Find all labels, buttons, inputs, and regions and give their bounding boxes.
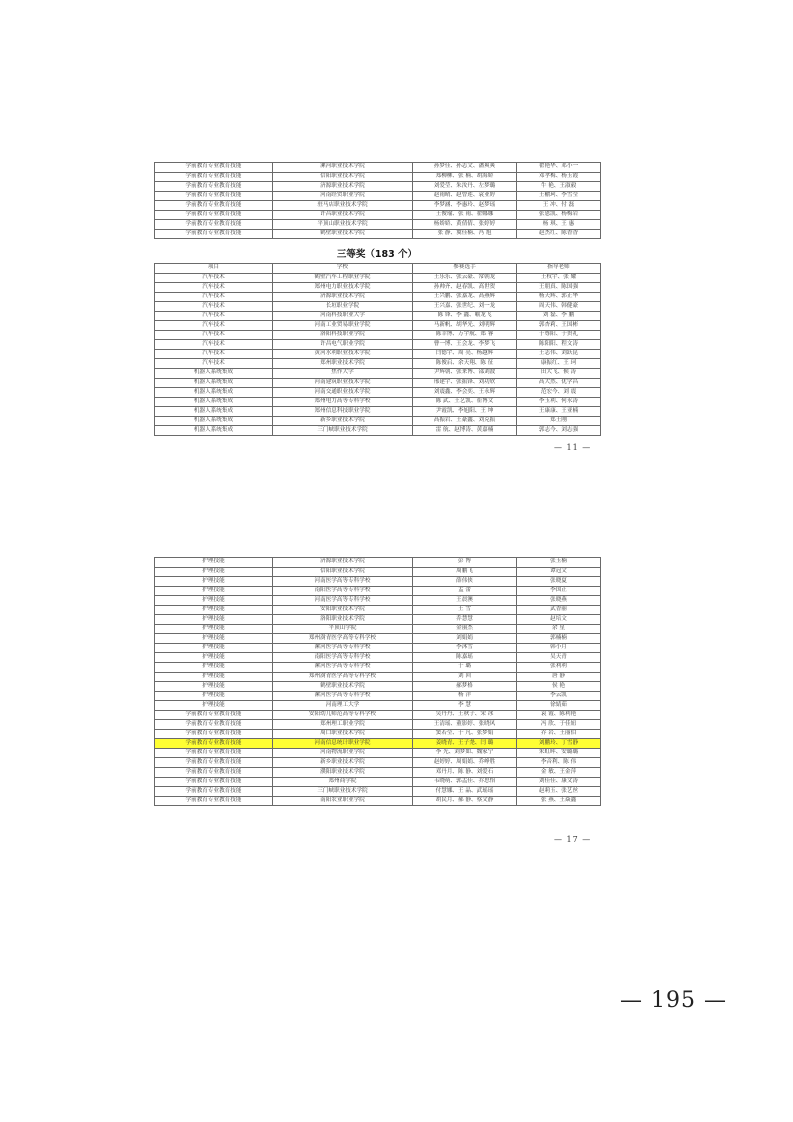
cell-instructors: 陈阳阳、程文涛 xyxy=(517,340,601,350)
cell-instructors: 杨天辉、郭正华 xyxy=(517,292,601,302)
cell-instructors: 吴天青 xyxy=(517,653,601,663)
cell-contestants: 雷 航、赵博涛、黄嘉楠 xyxy=(413,426,517,436)
cell-project: 学前教育专业教育技能 xyxy=(155,796,273,806)
cell-contestants: 邢建宇、张振锋、刘功欣 xyxy=(413,378,517,388)
cell-project: 机器人系统集成 xyxy=(155,416,273,426)
cell-instructors: 杨 琪、王 惠 xyxy=(517,220,601,230)
table-row xyxy=(155,643,601,653)
cell-contestants: 孙梦佳、孙志文、潘爽爽 xyxy=(413,163,517,173)
cell-project: 机器人系统集成 xyxy=(155,388,273,398)
cell-instructors: 李云凯 xyxy=(517,691,601,701)
cell-contestants: 刘 回 xyxy=(413,672,517,682)
cell-instructors: 周天伟、韩健豪 xyxy=(517,302,601,312)
cell-instructors: 朱虹晖、安璐璐 xyxy=(517,748,601,758)
cell-contestants: 金丽杰 xyxy=(413,624,517,634)
cell-school: 焦作大学 xyxy=(273,369,413,379)
cell-project: 汽车技术 xyxy=(155,292,273,302)
table-row xyxy=(155,321,601,331)
cell-instructors: 田大飞、候 涛 xyxy=(517,369,601,379)
cell-school: 河南医学高等专科学校 xyxy=(273,577,413,587)
cell-contestants: 赵婷婷、周娟娟、乔峥胜 xyxy=(413,758,517,768)
cell-project: 学前教育专业教育技能 xyxy=(155,163,273,173)
table-row xyxy=(155,682,601,692)
cell-contestants: 王晨澳 xyxy=(413,596,517,606)
cell-school: 鹤壁职业技术学院 xyxy=(273,229,413,239)
cell-instructors: 王康康、王亚楠 xyxy=(517,407,601,417)
cell-school: 河南信息统计职业学院 xyxy=(273,739,413,749)
cell-school: 河南交通职业技术学院 xyxy=(273,388,413,398)
cell-contestants: 彭 博 xyxy=(413,558,517,568)
table-row xyxy=(155,758,601,768)
cell-instructors: 刘 磊、李 鹏 xyxy=(517,311,601,321)
cell-school: 濮阳职业技术学院 xyxy=(273,768,413,778)
cell-instructors: 郭楠楠 xyxy=(517,634,601,644)
cell-project: 汽车技术 xyxy=(155,273,273,283)
cell-project: 机器人系统集成 xyxy=(155,426,273,436)
cell-project: 机器人系统集成 xyxy=(155,397,273,407)
cell-project: 学前教育专业教育技能 xyxy=(155,191,273,201)
cell-school: 郑州澍青医学高等专科学校 xyxy=(273,634,413,644)
cell-contestants: 薛伟侠 xyxy=(413,577,517,587)
cell-project: 护理技能 xyxy=(155,634,273,644)
table-row xyxy=(155,586,601,596)
cell-project: 护理技能 xyxy=(155,643,273,653)
cell-contestants: 乔慧慧 xyxy=(413,615,517,625)
header-school: 学校 xyxy=(273,264,413,274)
cell-contestants: 韦晓萌、郭孟佳、乔思怡 xyxy=(413,777,517,787)
cell-school: 南阳医学高等专科学校 xyxy=(273,653,413,663)
table-row xyxy=(155,388,601,398)
cell-project: 学前教育专业教育技能 xyxy=(155,787,273,797)
cell-instructors: 徐婧茹 xyxy=(517,701,601,711)
cell-school: 周口职业技术学院 xyxy=(273,729,413,739)
cell-project: 机器人系统集成 xyxy=(155,407,273,417)
cell-contestants: 李梦涵、李惠玲、赵梦瑶 xyxy=(413,201,517,211)
cell-project: 学前教育专业教育技能 xyxy=(155,172,273,182)
cell-school: 河南经贸职业学院 xyxy=(273,191,413,201)
cell-school: 郑州电力职业技术学院 xyxy=(273,283,413,293)
cell-instructors: 于尊阳、于贵礼 xyxy=(517,330,601,340)
cell-project: 护理技能 xyxy=(155,701,273,711)
cell-contestants: 李 慧 xyxy=(413,701,517,711)
table-row xyxy=(155,229,601,239)
cell-school: 郑州商学院 xyxy=(273,777,413,787)
table-bottom-body xyxy=(155,558,601,806)
third-prize-title: 三等奖（183 个） xyxy=(336,249,418,260)
cell-instructors: 李国正 xyxy=(517,586,601,596)
table-row xyxy=(155,220,601,230)
cell-instructors: 张利利 xyxy=(517,663,601,673)
cell-instructors: 刘鹏玲、丁雪静 xyxy=(517,739,601,749)
cell-school: 南阳农业职业学院 xyxy=(273,796,413,806)
table-row xyxy=(155,596,601,606)
cell-project: 学前教育专业教育技能 xyxy=(155,720,273,730)
cell-project: 护理技能 xyxy=(155,653,273,663)
table-row xyxy=(155,349,601,359)
table-top-body xyxy=(155,163,601,239)
cell-project: 学前教育专业教育技能 xyxy=(155,739,273,749)
cell-contestants: 杨 洋 xyxy=(413,691,517,701)
table-row xyxy=(155,691,601,701)
cell-instructors: 谭冠文 xyxy=(517,567,601,577)
cell-instructors: 余 星 xyxy=(517,624,601,634)
table-row xyxy=(155,634,601,644)
cell-project: 汽车技术 xyxy=(155,311,273,321)
cell-instructors: 刘佳佳、康文涛 xyxy=(517,777,601,787)
table-third-prize xyxy=(154,263,601,436)
cell-project: 护理技能 xyxy=(155,558,273,568)
cell-project: 学前教育专业教育技能 xyxy=(155,777,273,787)
cell-project: 汽车技术 xyxy=(155,321,273,331)
table-row xyxy=(155,796,601,806)
cell-instructors: 张 燕、王焱鑫 xyxy=(517,796,601,806)
cell-contestants: 陈俊启、余天翔、陈 征 xyxy=(413,359,517,369)
cell-school: 安阳幼儿师范高等专科学校 xyxy=(273,710,413,720)
cell-contestants: 付慧娜、王 晶、武瑶瑶 xyxy=(413,787,517,797)
header-instructors: 指导老师 xyxy=(517,264,601,274)
cell-project: 护理技能 xyxy=(155,615,273,625)
cell-project: 汽车技术 xyxy=(155,283,273,293)
cell-contestants: 陈 武、王艺凯、崔博文 xyxy=(413,397,517,407)
cell-school: 河南理工大学 xyxy=(273,701,413,711)
table-row xyxy=(155,397,601,407)
cell-project: 汽车技术 xyxy=(155,302,273,312)
cell-instructors: 李玉利、何永涛 xyxy=(517,397,601,407)
table-row-highlighted xyxy=(155,739,601,749)
table-row xyxy=(155,182,601,192)
table-row xyxy=(155,663,601,673)
cell-school: 济源职业技术学院 xyxy=(273,292,413,302)
cell-contestants: 陈嘉瑶 xyxy=(413,653,517,663)
cell-school: 漯河职业技术学院 xyxy=(273,163,413,173)
cell-contestants: 窦若莹、于 凡、张梦娟 xyxy=(413,729,517,739)
cell-school: 长垣职业学院 xyxy=(273,302,413,312)
cell-project: 护理技能 xyxy=(155,605,273,615)
cell-contestants: 孟 蕾 xyxy=(413,586,517,596)
cell-instructors: 郭志今、刘志强 xyxy=(517,426,601,436)
cell-contestants: 吴丹丹、王秋子、宋 冰 xyxy=(413,710,517,720)
cell-project: 护理技能 xyxy=(155,691,273,701)
cell-contestants: 刘震鑫、李会奕、王永辉 xyxy=(413,388,517,398)
cell-project: 学前教育专业教育技能 xyxy=(155,710,273,720)
table-row xyxy=(155,672,601,682)
cell-contestants: 王俊瑜、张 雨、翟娜娜 xyxy=(413,210,517,220)
cell-project: 护理技能 xyxy=(155,567,273,577)
table-row xyxy=(155,615,601,625)
cell-project: 汽车技术 xyxy=(155,340,273,350)
cell-instructors: 张玉楠 xyxy=(517,558,601,568)
cell-contestants: 陈幸博、万宇航、郑 睿 xyxy=(413,330,517,340)
cell-school: 新乡职业技术学院 xyxy=(273,758,413,768)
table-row xyxy=(155,768,601,778)
cell-school: 新乡职业技术学院 xyxy=(273,416,413,426)
table-row xyxy=(155,777,601,787)
cell-instructors: 金 敏、王金萍 xyxy=(517,768,601,778)
cell-instructors: 范宏今、刘 震 xyxy=(517,388,601,398)
cell-contestants: 张 静、冀佳楠、冯 旭 xyxy=(413,229,517,239)
cell-project: 护理技能 xyxy=(155,663,273,673)
cell-instructors: 冯 欣、于佳妞 xyxy=(517,720,601,730)
cell-school: 河南建筑职业技术学院 xyxy=(273,378,413,388)
cell-instructors: 高大然、优学昌 xyxy=(517,378,601,388)
cell-school: 漯河医学高等专科学校 xyxy=(273,643,413,653)
table-row xyxy=(155,191,601,201)
cell-school: 河南医学高等专科学校 xyxy=(273,596,413,606)
cell-instructors: 侯 艳 xyxy=(517,682,601,692)
cell-school: 信阳职业技术学院 xyxy=(273,172,413,182)
header-project: 项目 xyxy=(155,264,273,274)
cell-contestants: 孙帅齐、赵春凯、高世贺 xyxy=(413,283,517,293)
cell-contestants: 姜晓青、王子尧、闫 璐 xyxy=(413,739,517,749)
cell-instructors: 张恩凯、杨梅岩 xyxy=(517,210,601,220)
cell-instructors: 赵杰红、陈香香 xyxy=(517,229,601,239)
cell-instructors: 康振红、王 珂 xyxy=(517,359,601,369)
table-row xyxy=(155,369,601,379)
cell-project: 学前教育专业教育技能 xyxy=(155,229,273,239)
table-row xyxy=(155,330,601,340)
table-row xyxy=(155,283,601,293)
cell-contestants: 尹霞凯、李旭阳、王 坤 xyxy=(413,407,517,417)
cell-contestants: 邓丹月、陈 静、刘爱石 xyxy=(413,768,517,778)
cell-instructors: 王榆珂、李雪莹 xyxy=(517,191,601,201)
table-third-header xyxy=(155,264,601,274)
cell-school: 三门峡职业技术学院 xyxy=(273,426,413,436)
cell-project: 学前教育专业教育技能 xyxy=(155,210,273,220)
cell-instructors: 武香丽 xyxy=(517,605,601,615)
cell-project: 学前教育专业教育技能 xyxy=(155,201,273,211)
cell-school: 河南工业贸易职业学院 xyxy=(273,321,413,331)
cell-school: 鹤壁汽车工程职业学院 xyxy=(273,273,413,283)
table-row xyxy=(155,292,601,302)
cell-instructors: 邓孝梅、杨玉霞 xyxy=(517,172,601,182)
cell-instructors: 赵培文 xyxy=(517,615,601,625)
table-row xyxy=(155,426,601,436)
cell-contestants: 陈 锋、李 鑫、喻龙飞 xyxy=(413,311,517,321)
cell-project: 汽车技术 xyxy=(155,349,273,359)
table-row xyxy=(155,210,601,220)
cell-instructors: 袁 霞、陈利艳 xyxy=(517,710,601,720)
cell-contestants: 王乐乐、张云豪、常朝龙 xyxy=(413,273,517,283)
cell-school: 南阳医学高等专科学校 xyxy=(273,586,413,596)
cell-instructors: 乔 岩、王丽伯 xyxy=(517,729,601,739)
table-row xyxy=(155,201,601,211)
cell-project: 学前教育专业教育技能 xyxy=(155,748,273,758)
cell-instructors: 韩小月 xyxy=(517,643,601,653)
cell-instructors: 张晓夏 xyxy=(517,577,601,587)
cell-project: 机器人系统集成 xyxy=(155,369,273,379)
cell-school: 安阳职业技术学院 xyxy=(273,605,413,615)
cell-school: 郑州电力高等专科学校 xyxy=(273,397,413,407)
cell-instructors: 王志伟、刘跃昆 xyxy=(517,349,601,359)
cell-project: 学前教育专业教育技能 xyxy=(155,768,273,778)
cell-contestants: 李 光、刘梦如、魏家宁 xyxy=(413,748,517,758)
page-number-195: — 195 — xyxy=(620,988,727,1013)
table-row xyxy=(155,720,601,730)
cell-contestants: 闫德宇、周 亮、杨越辉 xyxy=(413,349,517,359)
cell-project: 护理技能 xyxy=(155,586,273,596)
table-row xyxy=(155,416,601,426)
cell-school: 河南科技职业大学 xyxy=(273,311,413,321)
cell-school: 许昌电气职业学院 xyxy=(273,340,413,350)
cell-contestants: 郝梦格 xyxy=(413,682,517,692)
cell-contestants: 郑柳柳、张 楠、胡海娇 xyxy=(413,172,517,182)
cell-contestants: 刘娟娟 xyxy=(413,634,517,644)
cell-school: 济源职业技术学院 xyxy=(273,558,413,568)
cell-contestants: 尹辉朝、张来博、邵刘波 xyxy=(413,369,517,379)
table-row xyxy=(155,748,601,758)
cell-instructors: 王 冲、付 磊 xyxy=(517,201,601,211)
table-row xyxy=(155,605,601,615)
cell-instructors: 郑王刚 xyxy=(517,416,601,426)
cell-school: 洛阳科技职业学院 xyxy=(273,330,413,340)
table-row xyxy=(155,273,601,283)
cell-project: 汽车技术 xyxy=(155,330,273,340)
table-row xyxy=(155,163,601,173)
cell-instructors: 赵莉玉、张艺丝 xyxy=(517,787,601,797)
cell-contestants: 高振岩、王豪鑫、刘克振 xyxy=(413,416,517,426)
cell-contestants: 王兴鹏、张嘉龙、高燕辉 xyxy=(413,292,517,302)
table-row xyxy=(155,302,601,312)
cell-contestants: 周鹏飞 xyxy=(413,567,517,577)
table-row xyxy=(155,710,601,720)
cell-contestants: 王 雪 xyxy=(413,605,517,615)
cell-school: 郑州职业技术学院 xyxy=(273,359,413,369)
cell-school: 漯河医学高等专科学校 xyxy=(273,663,413,673)
cell-project: 护理技能 xyxy=(155,672,273,682)
table-row xyxy=(155,311,601,321)
table-row xyxy=(155,407,601,417)
cell-project: 学前教育专业教育技能 xyxy=(155,182,273,192)
cell-school: 漯河医学高等专科学校 xyxy=(273,691,413,701)
cell-instructors: 王朋真、陈国强 xyxy=(517,283,601,293)
page-number-11: — 11 — xyxy=(554,443,592,452)
table-row xyxy=(155,172,601,182)
table-row xyxy=(155,567,601,577)
page-number-17: — 17 — xyxy=(554,835,592,844)
cell-project: 学前教育专业教育技能 xyxy=(155,220,273,230)
cell-contestants: 胡民月、郝 静、蔡文静 xyxy=(413,796,517,806)
cell-school: 河南物流职业学院 xyxy=(273,748,413,758)
cell-project: 学前教育专业教育技能 xyxy=(155,729,273,739)
cell-instructors: 李音利、陈 伟 xyxy=(517,758,601,768)
cell-project: 护理技能 xyxy=(155,624,273,634)
cell-school: 洛阳职业技术学院 xyxy=(273,615,413,625)
cell-school: 平顶山职业技术学院 xyxy=(273,220,413,230)
cell-instructors: 翟艳华、邓小一 xyxy=(517,163,601,173)
table-row xyxy=(155,378,601,388)
table-row xyxy=(155,624,601,634)
cell-contestants: 赵雨晴、赵曾莲、袁亚婷 xyxy=(413,191,517,201)
cell-contestants: 王兴嘉、张世纪、刘一龙 xyxy=(413,302,517,312)
cell-project: 护理技能 xyxy=(155,596,273,606)
cell-contestants: 于 璐 xyxy=(413,663,517,673)
cell-contestants: 王清瑶、董影婷、张晓风 xyxy=(413,720,517,730)
cell-school: 黄河水利职业技术学院 xyxy=(273,349,413,359)
cell-contestants: 李沐雪 xyxy=(413,643,517,653)
cell-instructors: 王权宇、张 耀 xyxy=(517,273,601,283)
table-row xyxy=(155,729,601,739)
cell-contestants: 马新帆、胡华光、刘明辉 xyxy=(413,321,517,331)
table-row xyxy=(155,577,601,587)
cell-instructors: 郭杏莉、王国彬 xyxy=(517,321,601,331)
cell-school: 济源职业技术学院 xyxy=(273,182,413,192)
cell-school: 郑州澍青医学高等专科学校 xyxy=(273,672,413,682)
cell-project: 机器人系统集成 xyxy=(155,378,273,388)
cell-school: 信阳职业技术学院 xyxy=(273,567,413,577)
cell-school: 鹤壁职业技术学院 xyxy=(273,682,413,692)
table-row xyxy=(155,359,601,369)
table-row xyxy=(155,701,601,711)
cell-contestants: 杨娇娇、黄倩倩、张婷婷 xyxy=(413,220,517,230)
table-third-body xyxy=(155,273,601,435)
header-contestants: 参赛选手 xyxy=(413,264,517,274)
cell-school: 驻马店职业技术学院 xyxy=(273,201,413,211)
table-row xyxy=(155,558,601,568)
table-row xyxy=(155,787,601,797)
cell-school: 郑州理工职业学院 xyxy=(273,720,413,730)
cell-project: 汽车技术 xyxy=(155,359,273,369)
table-row xyxy=(155,340,601,350)
cell-instructors: 牛 艳、王淑毅 xyxy=(517,182,601,192)
cell-school: 许昌职业技术学院 xyxy=(273,210,413,220)
cell-contestants: 曹一博、王会龙、李梦飞 xyxy=(413,340,517,350)
cell-project: 学前教育专业教育技能 xyxy=(155,758,273,768)
cell-school: 三门峡职业技术学院 xyxy=(273,787,413,797)
table-top-award-continued xyxy=(154,162,601,239)
cell-project: 护理技能 xyxy=(155,577,273,587)
cell-school: 郑州信息科技职业学院 xyxy=(273,407,413,417)
table-row xyxy=(155,653,601,663)
cell-contestants: 刘爱莹、朱汝丹、左梦璐 xyxy=(413,182,517,192)
cell-project: 护理技能 xyxy=(155,682,273,692)
cell-instructors: 张晓燕 xyxy=(517,596,601,606)
cell-instructors: 唐 静 xyxy=(517,672,601,682)
cell-school: 平顶山学院 xyxy=(273,624,413,634)
table-bottom-award xyxy=(154,557,601,806)
